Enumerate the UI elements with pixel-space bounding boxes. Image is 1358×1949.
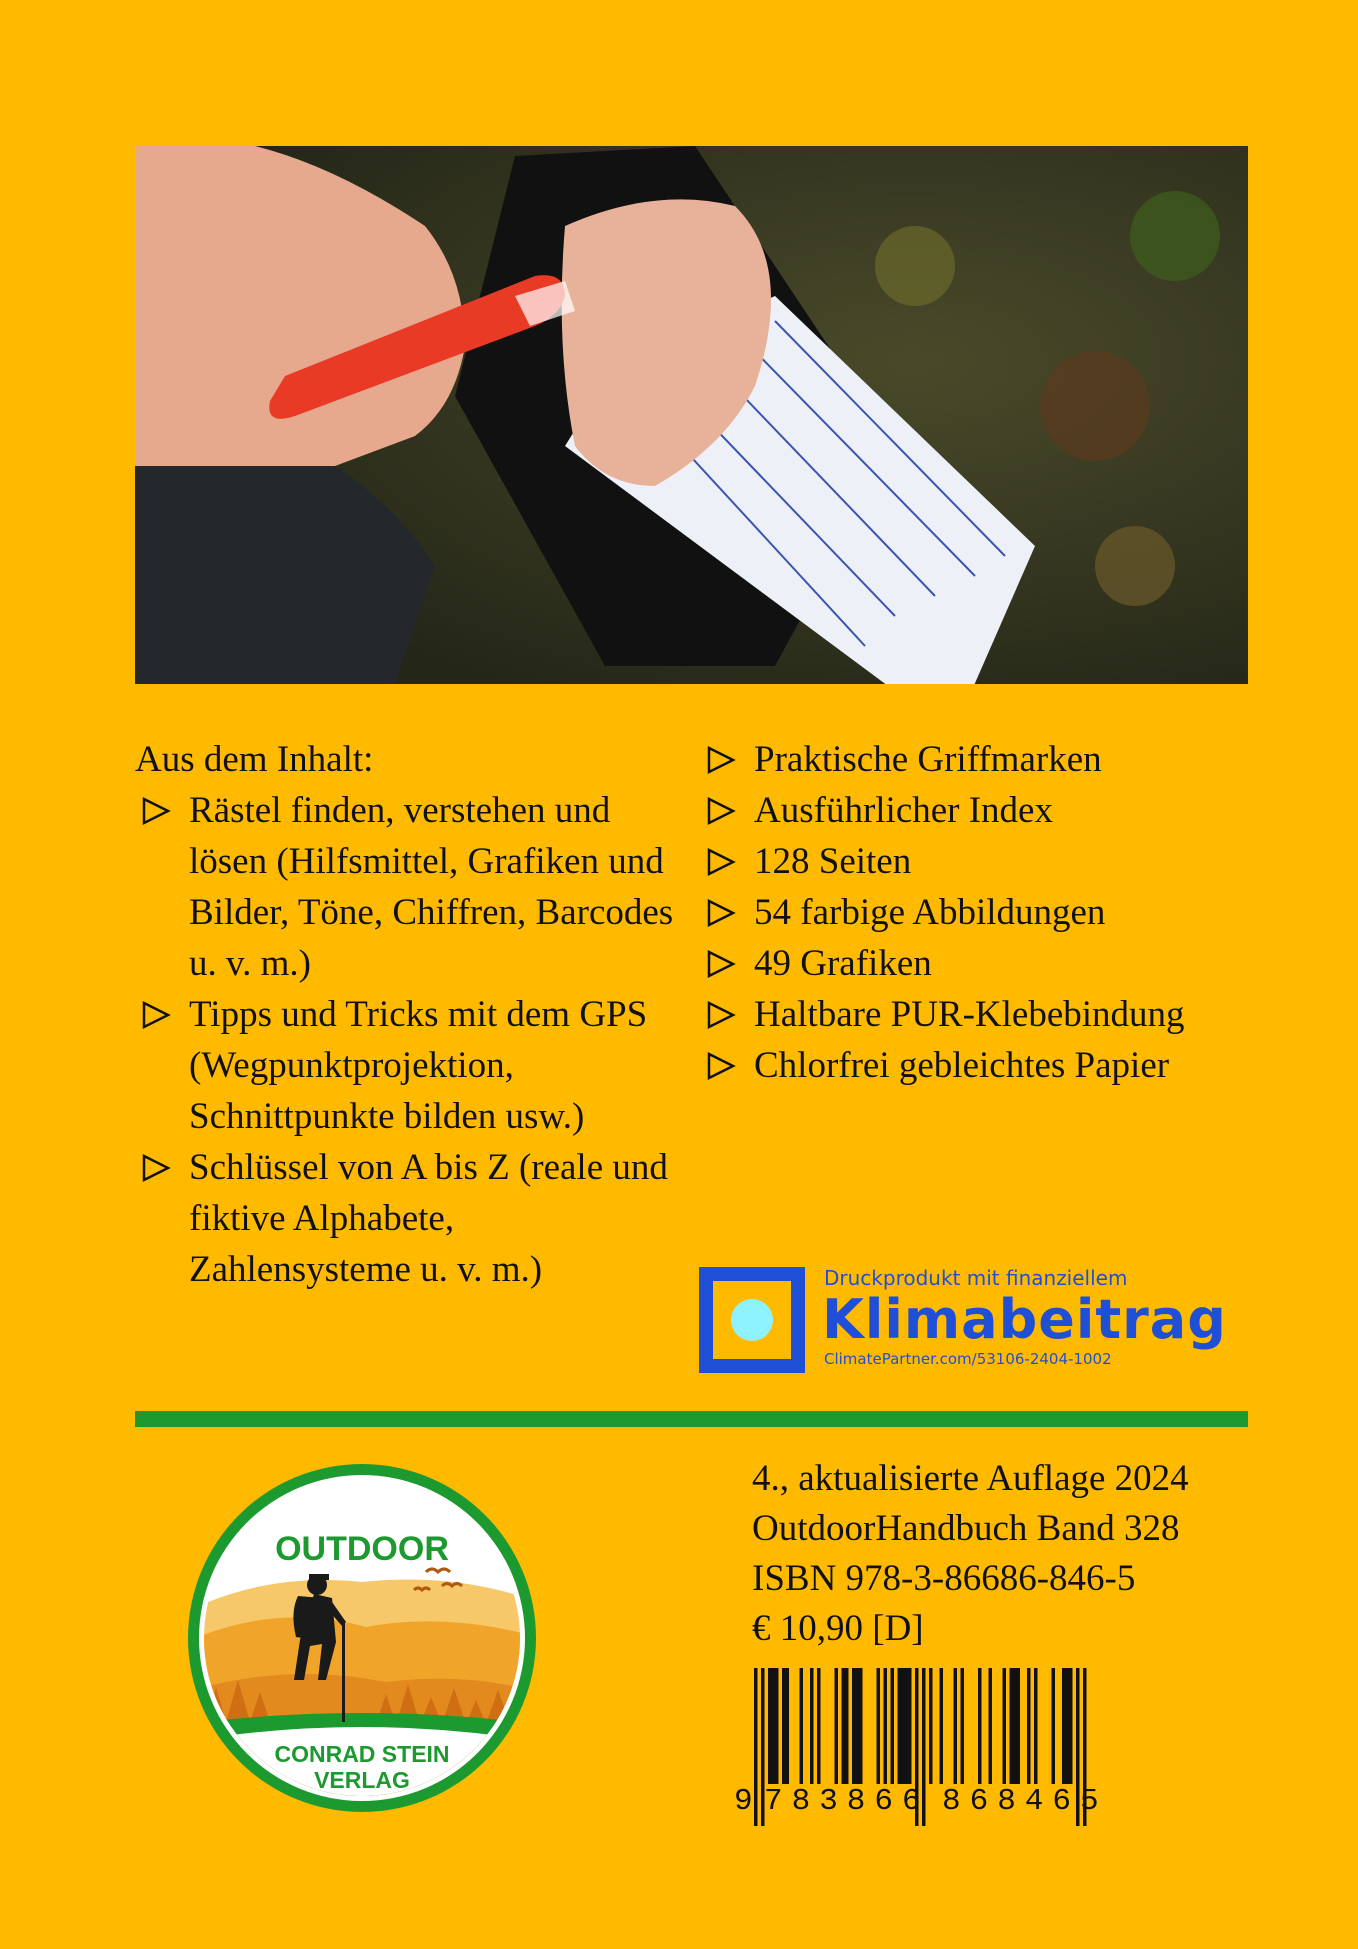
barcode-bar [908, 1668, 912, 1784]
barcode-bar [884, 1668, 888, 1784]
barcode-bar [810, 1668, 814, 1784]
triangle-bullet-icon [706, 745, 736, 775]
barcode-bar [877, 1668, 881, 1784]
price-line: € 10,90 [D] [752, 1608, 924, 1649]
barcode-bar [961, 1668, 965, 1784]
list-item: Schlüssel von A bis Z (reale und fiktive Alphabete, Zahlensysteme u. v. m.) [135, 1142, 675, 1295]
contents-right-column [700, 734, 1260, 1091]
triangle-bullet-icon [141, 1000, 171, 1030]
climate-partner-label [699, 1266, 1239, 1374]
triangle-bullet-icon [706, 898, 736, 928]
list-item: Tipps und Tricks mit dem GPS (Wegpunktprojektion, Schnittpunkte bilden usw.) [135, 989, 675, 1142]
isbn-line: ISBN 978-3-86686-846-5 [752, 1558, 1136, 1599]
barcode-bar [1066, 1668, 1070, 1784]
barcode-bar [1003, 1668, 1007, 1784]
list-item: 54 farbige Abbildungen [700, 887, 1260, 938]
list-item: Haltbare PUR-Klebebindung [700, 989, 1260, 1040]
triangle-bullet-icon [706, 949, 736, 979]
publication-info [752, 1454, 1189, 1654]
triangle-bullet-icon [706, 1051, 736, 1081]
barcode-bar [1034, 1668, 1038, 1784]
triangle-bullet-icon [706, 1000, 736, 1030]
cover-photo [135, 146, 1248, 684]
contents-left-column [135, 734, 675, 1295]
list-item: Praktische Griffmarken [700, 734, 1260, 785]
climate-line-3: ClimatePartner.com/53106-2404-1002 [824, 1350, 1112, 1368]
barcode-bar [989, 1668, 993, 1784]
barcode-bar [1062, 1668, 1066, 1784]
barcode-bar [1027, 1668, 1031, 1784]
badge-bottom-text-1: CONRAD STEIN [274, 1741, 450, 1767]
list-item: 49 Grafiken [700, 938, 1260, 989]
publisher-badge [186, 1462, 538, 1814]
barcode-bar [842, 1668, 846, 1784]
list-item: 128 Seiten [700, 836, 1260, 887]
barcode-bar [772, 1668, 776, 1784]
barcode-bar [1017, 1668, 1021, 1784]
barcode-bar [786, 1668, 790, 1784]
barcode-digits [734, 1784, 1134, 1824]
barcode-bar [775, 1668, 779, 1784]
barcode-group-2: 868465 [942, 1784, 1108, 1819]
barcode-bar [768, 1668, 772, 1784]
climate-partner-logo-icon [699, 1267, 805, 1373]
triangle-bullet-icon [706, 796, 736, 826]
barcode-bar [891, 1668, 895, 1784]
barcode-bar [859, 1668, 863, 1784]
barcode-bar [845, 1668, 849, 1784]
list-item: Ausführlicher Index [700, 785, 1260, 836]
contents-list-right [700, 734, 1260, 1091]
barcode-group-1: 783866 [764, 1784, 930, 1819]
barcode-bar [898, 1668, 902, 1784]
list-item: Rästel finden, verstehen und lösen (Hilfsmittel, Grafiken und Bilder, Töne, Chiffren, Barcodes u. v. m.) [135, 785, 675, 989]
barcode-bar [1013, 1668, 1017, 1784]
outdoor-hiker-logo-icon [186, 1462, 538, 1814]
barcode-bar [940, 1668, 944, 1784]
series-line: OutdoorHandbuch Band 328 [752, 1508, 1180, 1549]
triangle-bullet-icon [706, 847, 736, 877]
list-item: Chlorfrei gebleichtes Papier [700, 1040, 1260, 1091]
barcode-bar [1010, 1668, 1014, 1784]
badge-top-text: OUTDOOR [275, 1530, 449, 1568]
barcode-bar [978, 1668, 982, 1784]
climate-line-2: Klimabeitrag [822, 1288, 1227, 1351]
barcode-bar [929, 1668, 933, 1784]
barcode-bar [782, 1668, 786, 1784]
barcode-bar [856, 1668, 860, 1784]
barcode-bar [901, 1668, 905, 1784]
climate-line-1: Druckprodukt mit finanziellem [824, 1266, 1128, 1290]
triangle-bullet-icon [141, 1153, 171, 1183]
barcode-bar [852, 1668, 856, 1784]
photo-hand-writing-logbook-icon [135, 146, 1248, 684]
barcode-first-digit: 9 [734, 1784, 753, 1819]
barcode-bar [1069, 1668, 1073, 1784]
barcode-bar [1052, 1668, 1056, 1784]
edition-line: 4., aktualisierte Auflage 2024 [752, 1458, 1189, 1499]
barcode-bar [835, 1668, 839, 1784]
green-divider [135, 1411, 1248, 1427]
barcode-bar [817, 1668, 821, 1784]
contents-heading: Aus dem Inhalt: [135, 739, 374, 780]
badge-bottom-text-2: VERLAG [314, 1767, 410, 1793]
triangle-bullet-icon [141, 796, 171, 826]
contents-list-left [135, 785, 675, 1295]
barcode-bar [954, 1668, 958, 1784]
barcode-bar [905, 1668, 909, 1784]
barcode-bar [800, 1668, 804, 1784]
